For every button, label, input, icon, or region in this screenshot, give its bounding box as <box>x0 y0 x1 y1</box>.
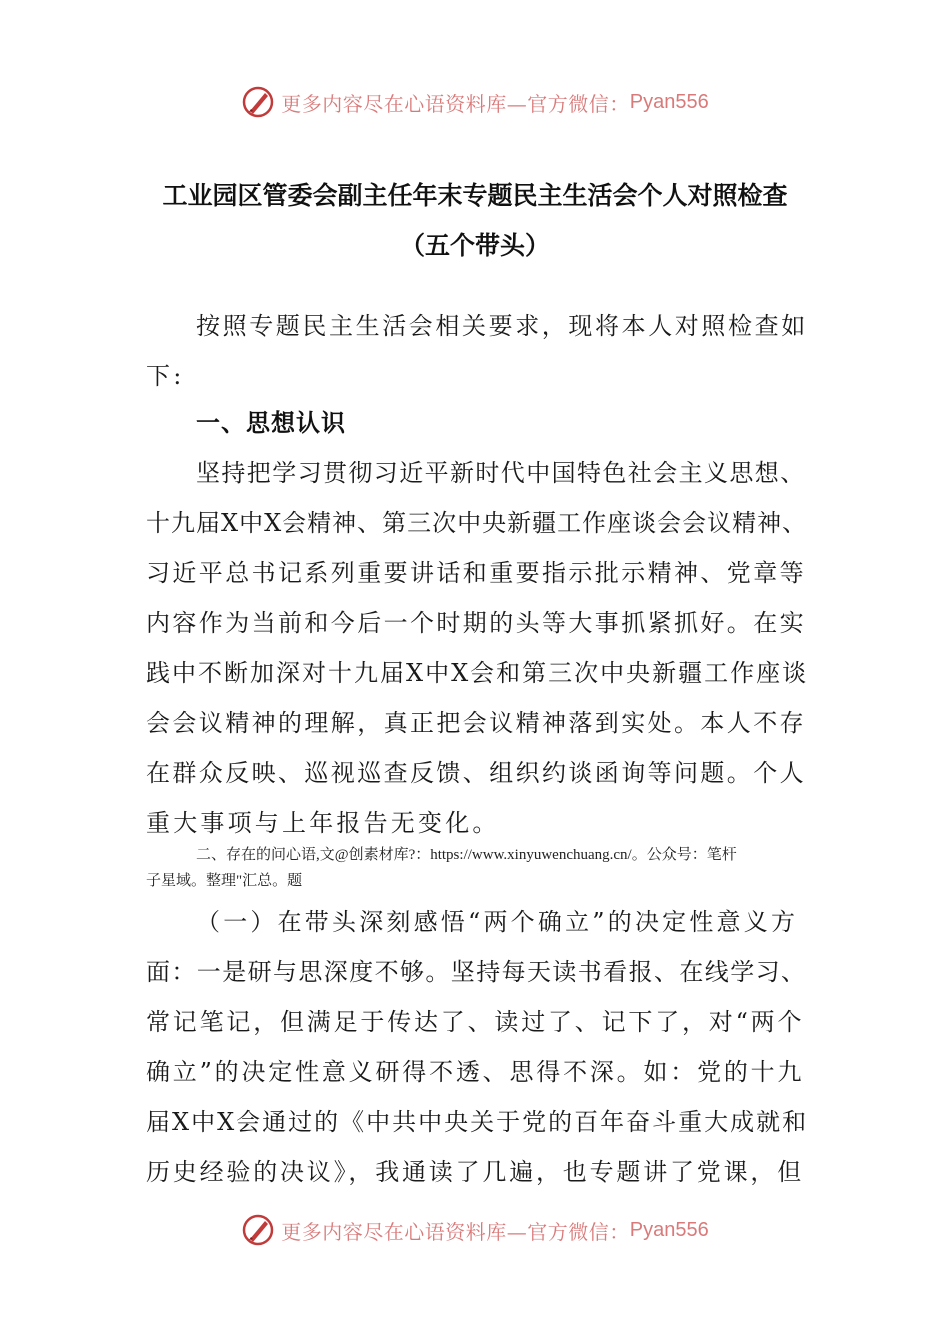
section-heading-thinking: 一、思想认识 <box>196 409 346 437</box>
source-note-line: 二、存在的问心语,文@创素材库?：https://www.xinyuwenchuang.cn/。公众号：笔杆 <box>196 847 737 863</box>
header-watermark <box>0 82 950 122</box>
watermark-wechat-id: Pyan556 <box>629 1218 709 1241</box>
paragraph-line: 内容作为当前和今后一个时期的头等大事抓紧抓好。在实 <box>146 609 806 637</box>
watermark-wechat-id: Pyan556 <box>629 90 709 113</box>
watermark-text: 更多内容尽在心语资料库—官方微信： <box>281 1219 630 1244</box>
document-subtitle: （五个带头） <box>399 231 550 260</box>
footer-watermark <box>0 1210 950 1250</box>
paragraph-line: 坚持把学习贯彻习近平新时代中国特色社会主义思想、 <box>196 459 806 487</box>
pen-logo-icon <box>241 1213 275 1247</box>
paragraph-line: 届X中X会通过的《中共中央关于党的百年奋斗重大成就和 <box>146 1108 809 1136</box>
paragraph-line: 面：一是研与思深度不够。坚持每天读书看报、在线学习、 <box>146 958 807 986</box>
document-title: 工业园区管委会副主任年末专题民主生活会个人对照检查 <box>162 181 788 210</box>
intro-line: 下: <box>146 362 185 390</box>
paragraph-line: 在群众反映、巡视巡查反馈、组织约谈函询等问题。个人 <box>146 759 806 787</box>
paragraph-line: 历史经验的决议》，我通读了几遍，也专题讲了党课，但 <box>146 1158 804 1186</box>
source-note-line: 子星域。整理"汇总。题 <box>146 873 303 889</box>
watermark-text: 更多内容尽在心语资料库—官方微信： <box>281 91 630 116</box>
pen-logo-icon <box>241 85 275 119</box>
paragraph-line: 常记笔记，但满足于传达了、读过了、记下了，对“两个 <box>146 1008 805 1036</box>
intro-line: 按照专题民主生活会相关要求，现将本人对照检查如 <box>196 312 808 340</box>
paragraph-line: 践中不断加深对十九届X中X会和第三次中央新疆工作座谈 <box>146 659 809 687</box>
paragraph-line: 习近平总书记系列重要讲话和重要指示批示精神、党章等 <box>146 559 806 587</box>
paragraph-line: 十九届X中X会精神、第三次中央新疆工作座谈会会议精神、 <box>146 509 808 537</box>
paragraph-line: 重大事项与上年报告无变化。 <box>146 809 500 837</box>
source-note <box>146 842 816 894</box>
paragraph-line: 会会议精神的理解，真正把会议精神落到实处。本人不存 <box>146 709 806 737</box>
paragraph-line: （一）在带头深刻感悟“两个确立”的决定性意义方 <box>196 908 799 936</box>
paragraph-line: 确立”的决定性意义研得不透、思得不深。如：党的十九 <box>146 1058 805 1086</box>
